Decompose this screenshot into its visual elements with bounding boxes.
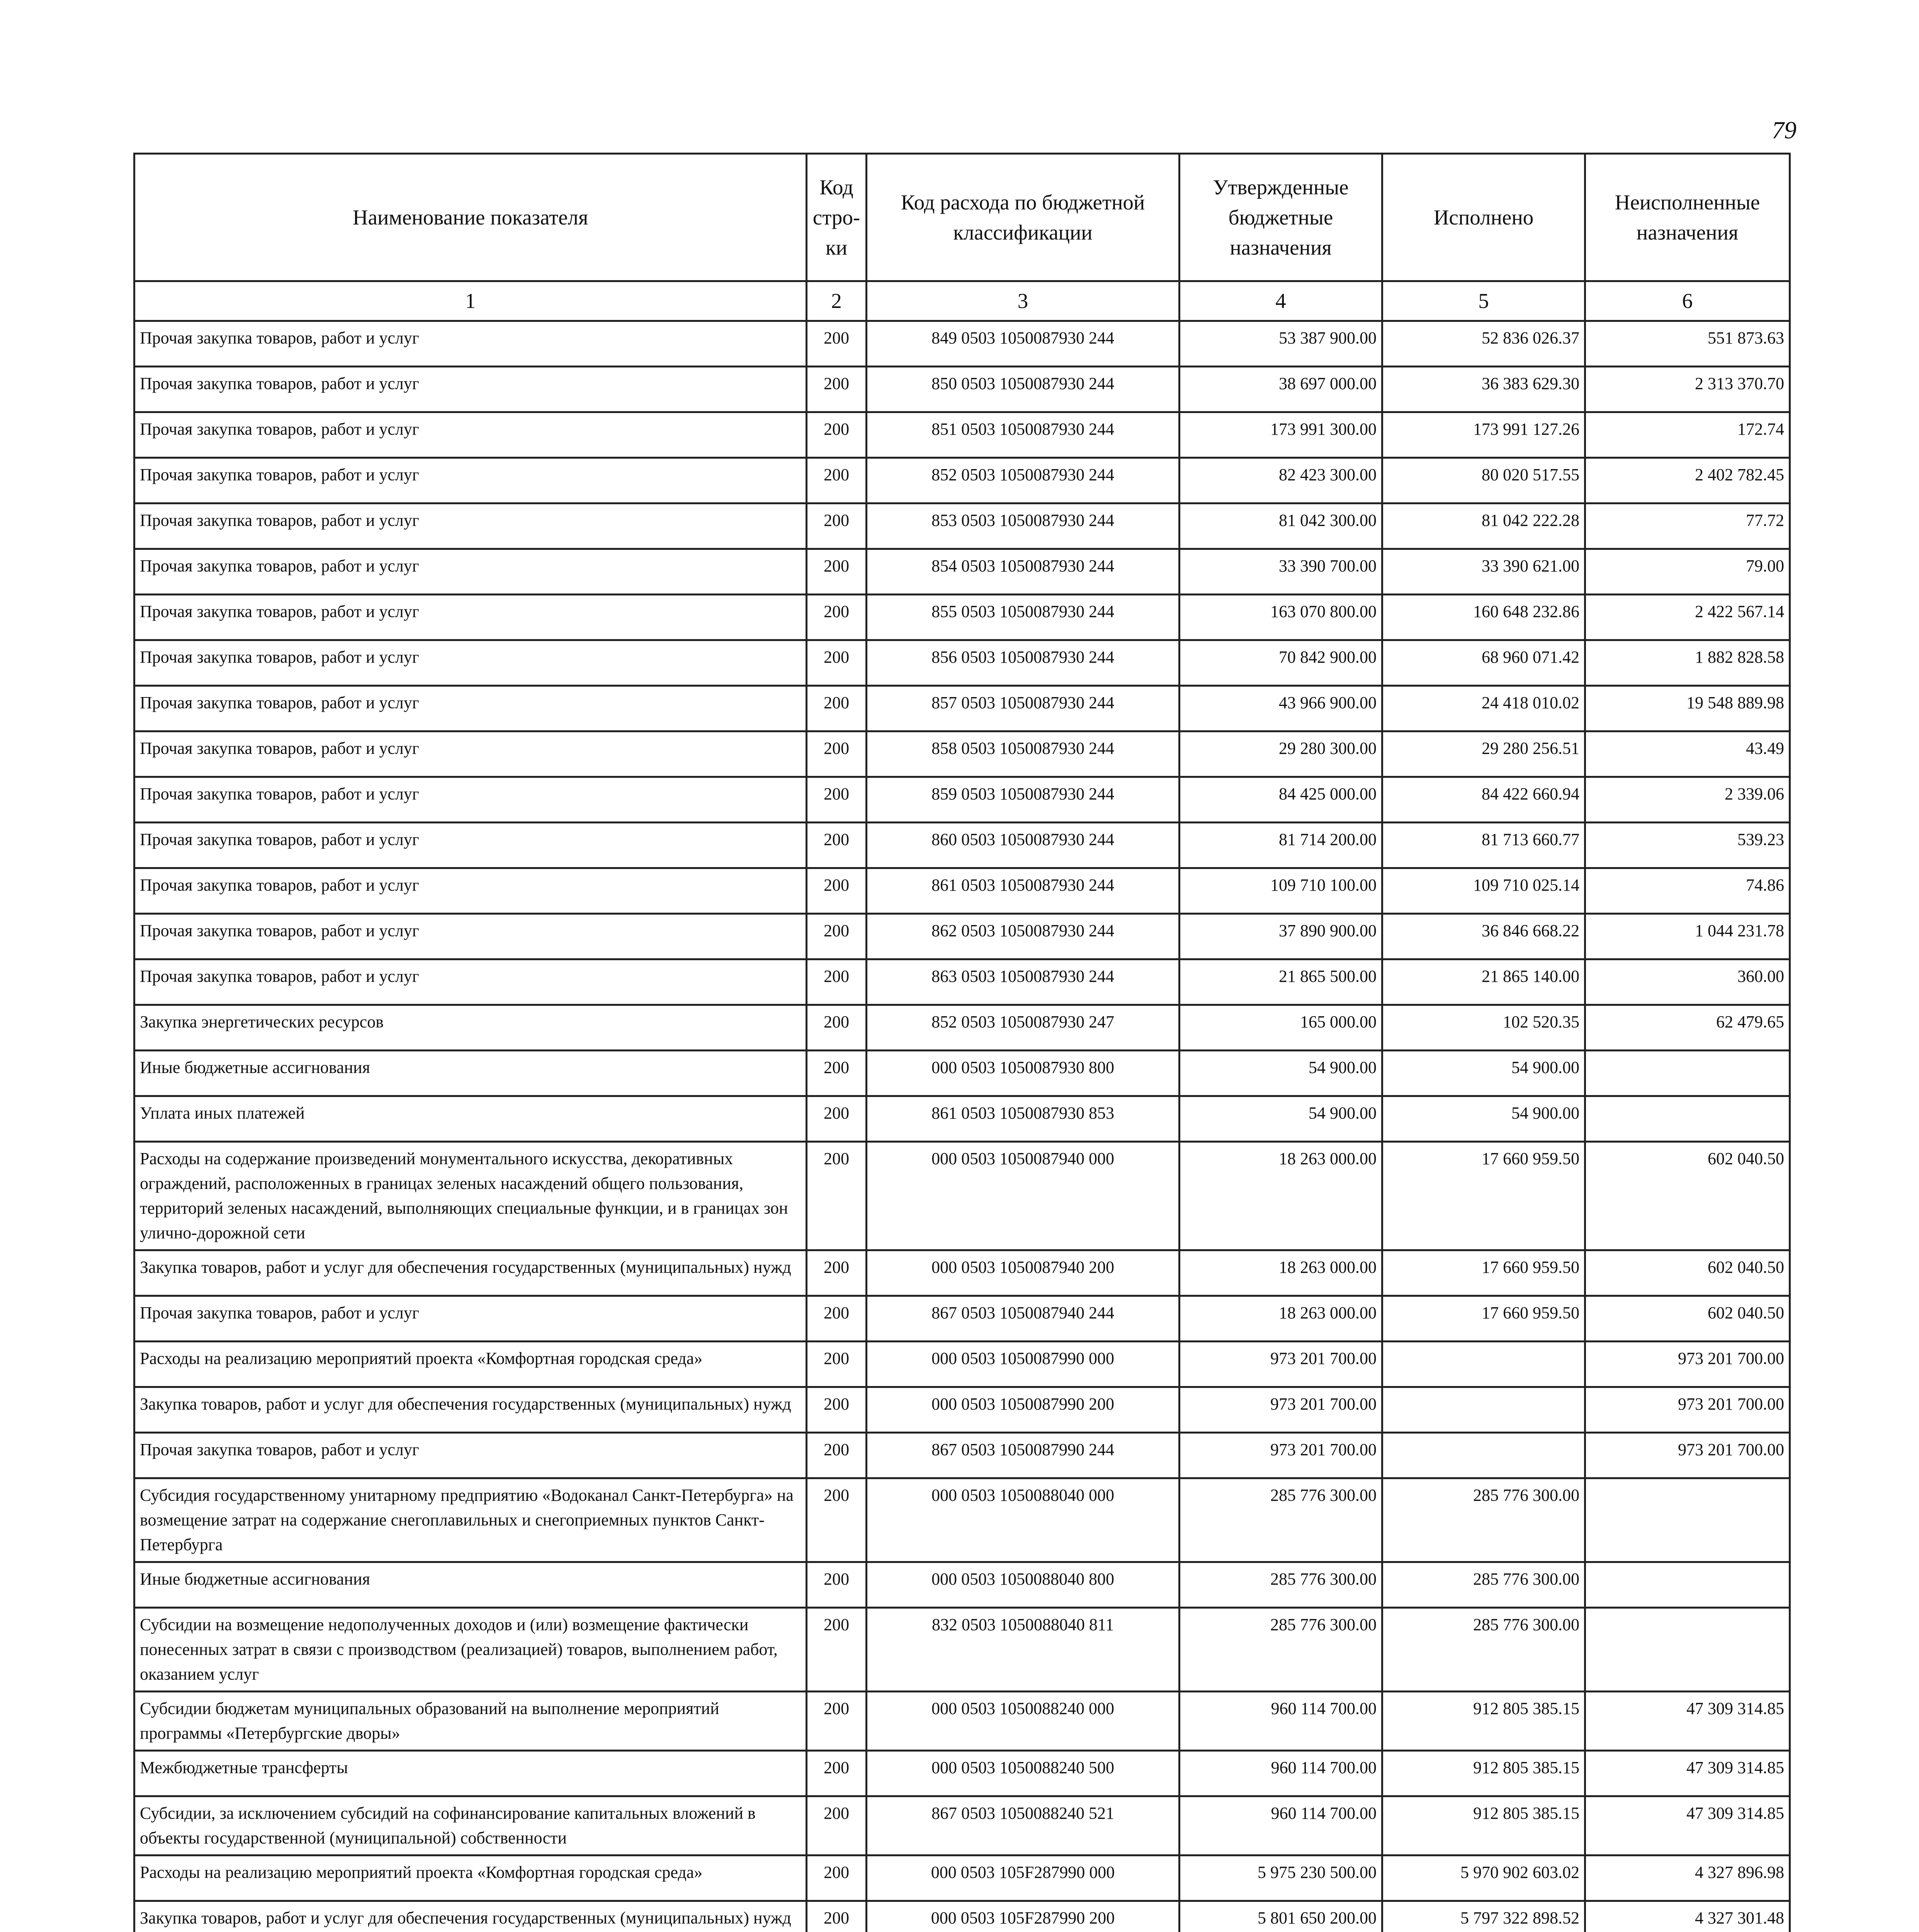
executed-cell: 29 280 256.51: [1382, 731, 1585, 777]
table-row: [134, 1855, 1790, 1901]
budget-code-cell: 851 0503 1050087930 244: [867, 412, 1180, 458]
indicator-name-cell: Иные бюджетные ассигнования: [134, 1051, 807, 1096]
table-row: [134, 1096, 1790, 1142]
unexecuted-cell: 4 327 896.98: [1585, 1855, 1790, 1901]
indicator-name-cell: Субсидии на возмещение недополученных доходов и (или) возмещение фактически понесенных затрат в связи с производством (реализацией) товаров, выполнением работ, оказанием услуг: [134, 1608, 807, 1692]
line-code-cell: 200: [807, 1796, 867, 1855]
indicator-name-cell: Прочая закупка товаров, работ и услуг: [134, 412, 807, 458]
executed-cell: [1382, 1342, 1585, 1387]
executed-cell: 285 776 300.00: [1382, 1562, 1585, 1608]
line-code-cell: 200: [807, 959, 867, 1005]
indicator-name-cell: Прочая закупка товаров, работ и услуг: [134, 549, 807, 595]
budget-code-cell: 000 0503 105F287990 200: [867, 1901, 1180, 1932]
column-number: 6: [1585, 281, 1790, 321]
budget-code-cell: 862 0503 1050087930 244: [867, 914, 1180, 959]
table-row: [134, 914, 1790, 959]
line-code-cell: 200: [807, 686, 867, 731]
approved-cell: 29 280 300.00: [1180, 731, 1382, 777]
indicator-name-cell: Закупка товаров, работ и услуг для обеспечения государственных (муниципальных) нужд: [134, 1250, 807, 1296]
executed-cell: 173 991 127.26: [1382, 412, 1585, 458]
budget-code-cell: 000 0503 105F287990 000: [867, 1855, 1180, 1901]
header-indicator-name: Наименование показателя: [134, 154, 807, 281]
budget-code-cell: 000 0503 1050087990 200: [867, 1387, 1180, 1433]
unexecuted-cell: 602 040.50: [1585, 1142, 1790, 1250]
indicator-name-cell: Прочая закупка товаров, работ и услуг: [134, 959, 807, 1005]
executed-cell: 84 422 660.94: [1382, 777, 1585, 823]
indicator-name-cell: Субсидия государственному унитарному предприятию «Водоканал Санкт-Петербурга» на возмещение затрат на содержание снегоплавильных и снегоприемных пунктов Санкт-Петербурга: [134, 1478, 807, 1562]
budget-execution-table: [133, 153, 1791, 1932]
indicator-name-cell: Межбюджетные трансферты: [134, 1751, 807, 1796]
unexecuted-cell: 47 309 314.85: [1585, 1796, 1790, 1855]
executed-cell: 5 797 322 898.52: [1382, 1901, 1585, 1932]
unexecuted-cell: 74.86: [1585, 868, 1790, 914]
unexecuted-cell: 43.49: [1585, 731, 1790, 777]
column-number-row: [134, 281, 1790, 321]
line-code-cell: 200: [807, 1342, 867, 1387]
approved-cell: 960 114 700.00: [1180, 1692, 1382, 1751]
indicator-name-cell: Прочая закупка товаров, работ и услуг: [134, 321, 807, 367]
table-row: [134, 1005, 1790, 1051]
table-row: [134, 1051, 1790, 1096]
unexecuted-cell: 62 479.65: [1585, 1005, 1790, 1051]
unexecuted-cell: 602 040.50: [1585, 1296, 1790, 1342]
executed-cell: 68 960 071.42: [1382, 640, 1585, 686]
budget-code-cell: 859 0503 1050087930 244: [867, 777, 1180, 823]
approved-cell: 18 263 000.00: [1180, 1250, 1382, 1296]
budget-code-cell: 000 0503 1050087940 000: [867, 1142, 1180, 1250]
indicator-name-cell: Закупка товаров, работ и услуг для обеспечения государственных (муниципальных) нужд: [134, 1901, 807, 1932]
table-row: [134, 1387, 1790, 1433]
table-row: [134, 595, 1790, 640]
line-code-cell: 200: [807, 914, 867, 959]
approved-cell: 973 201 700.00: [1180, 1387, 1382, 1433]
approved-cell: 5 975 230 500.00: [1180, 1855, 1382, 1901]
unexecuted-cell: 4 327 301.48: [1585, 1901, 1790, 1932]
column-number: 4: [1180, 281, 1382, 321]
table-row: [134, 686, 1790, 731]
budget-code-cell: 861 0503 1050087930 853: [867, 1096, 1180, 1142]
indicator-name-cell: Расходы на реализацию мероприятий проекта «Комфортная городская среда»: [134, 1855, 807, 1901]
executed-cell: 285 776 300.00: [1382, 1608, 1585, 1692]
indicator-name-cell: Расходы на содержание произведений монументального искусства, декоративных ограждений, расположенных в границах зеленых насаждений общего пользования, территорий зеленых насаждений, выполняющих специальные функции, и в границах зон улично-дорожной сети: [134, 1142, 807, 1250]
unexecuted-cell: 973 201 700.00: [1585, 1342, 1790, 1387]
column-number: 5: [1382, 281, 1585, 321]
header-line-code: Код стро-ки: [807, 154, 867, 281]
approved-cell: 84 425 000.00: [1180, 777, 1382, 823]
budget-code-cell: 000 0503 1050088040 000: [867, 1478, 1180, 1562]
header-budget-code: Код расхода по бюджетной классификации: [867, 154, 1180, 281]
unexecuted-cell: 602 040.50: [1585, 1250, 1790, 1296]
approved-cell: 54 900.00: [1180, 1051, 1382, 1096]
line-code-cell: 200: [807, 1478, 867, 1562]
line-code-cell: 200: [807, 412, 867, 458]
budget-code-cell: 867 0503 1050088240 521: [867, 1796, 1180, 1855]
indicator-name-cell: Прочая закупка товаров, работ и услуг: [134, 823, 807, 868]
column-number: 3: [867, 281, 1180, 321]
table-row: [134, 1250, 1790, 1296]
budget-code-cell: 863 0503 1050087930 244: [867, 959, 1180, 1005]
approved-cell: 38 697 000.00: [1180, 367, 1382, 412]
line-code-cell: 200: [807, 868, 867, 914]
budget-code-cell: 850 0503 1050087930 244: [867, 367, 1180, 412]
line-code-cell: 200: [807, 367, 867, 412]
approved-cell: 18 263 000.00: [1180, 1296, 1382, 1342]
line-code-cell: 200: [807, 1562, 867, 1608]
table-row: [134, 321, 1790, 367]
approved-cell: 21 865 500.00: [1180, 959, 1382, 1005]
budget-code-cell: 858 0503 1050087930 244: [867, 731, 1180, 777]
indicator-name-cell: Субсидии бюджетам муниципальных образований на выполнение мероприятий программы «Петербургские дворы»: [134, 1692, 807, 1751]
indicator-name-cell: Субсидии, за исключением субсидий на софинансирование капитальных вложений в объекты государственной (муниципальной) собственности: [134, 1796, 807, 1855]
approved-cell: 70 842 900.00: [1180, 640, 1382, 686]
line-code-cell: 200: [807, 1387, 867, 1433]
page-number: 79: [1772, 116, 1797, 144]
executed-cell: 52 836 026.37: [1382, 321, 1585, 367]
executed-cell: 80 020 517.55: [1382, 458, 1585, 503]
budget-code-cell: 855 0503 1050087930 244: [867, 595, 1180, 640]
executed-cell: [1382, 1433, 1585, 1478]
table-row: [134, 503, 1790, 549]
table-row: [134, 640, 1790, 686]
unexecuted-cell: 1 882 828.58: [1585, 640, 1790, 686]
executed-cell: 160 648 232.86: [1382, 595, 1585, 640]
executed-cell: 5 970 902 603.02: [1382, 1855, 1585, 1901]
table-body: [134, 321, 1790, 1932]
unexecuted-cell: 973 201 700.00: [1585, 1387, 1790, 1433]
indicator-name-cell: Закупка энергетических ресурсов: [134, 1005, 807, 1051]
approved-cell: 81 714 200.00: [1180, 823, 1382, 868]
line-code-cell: 200: [807, 1855, 867, 1901]
unexecuted-cell: [1585, 1608, 1790, 1692]
table-row: [134, 1901, 1790, 1932]
table-row: [134, 367, 1790, 412]
executed-cell: [1382, 1387, 1585, 1433]
executed-cell: 33 390 621.00: [1382, 549, 1585, 595]
unexecuted-cell: 79.00: [1585, 549, 1790, 595]
approved-cell: 5 801 650 200.00: [1180, 1901, 1382, 1932]
unexecuted-cell: 2 339.06: [1585, 777, 1790, 823]
header-executed: Исполнено: [1382, 154, 1585, 281]
table-row: [134, 777, 1790, 823]
unexecuted-cell: [1585, 1562, 1790, 1608]
unexecuted-cell: 77.72: [1585, 503, 1790, 549]
table-row: [134, 823, 1790, 868]
indicator-name-cell: Прочая закупка товаров, работ и услуг: [134, 1433, 807, 1478]
executed-cell: 912 805 385.15: [1382, 1692, 1585, 1751]
approved-cell: 285 776 300.00: [1180, 1608, 1382, 1692]
executed-cell: 102 520.35: [1382, 1005, 1585, 1051]
budget-code-cell: 852 0503 1050087930 244: [867, 458, 1180, 503]
indicator-name-cell: Прочая закупка товаров, работ и услуг: [134, 458, 807, 503]
indicator-name-cell: Прочая закупка товаров, работ и услуг: [134, 914, 807, 959]
line-code-cell: 200: [807, 503, 867, 549]
executed-cell: 912 805 385.15: [1382, 1796, 1585, 1855]
budget-code-cell: 000 0503 1050088240 500: [867, 1751, 1180, 1796]
indicator-name-cell: Прочая закупка товаров, работ и услуг: [134, 503, 807, 549]
unexecuted-cell: [1585, 1096, 1790, 1142]
unexecuted-cell: 360.00: [1585, 959, 1790, 1005]
unexecuted-cell: 47 309 314.85: [1585, 1751, 1790, 1796]
unexecuted-cell: 2 313 370.70: [1585, 367, 1790, 412]
line-code-cell: 200: [807, 1005, 867, 1051]
budget-code-cell: 000 0503 1050088240 000: [867, 1692, 1180, 1751]
budget-code-cell: 849 0503 1050087930 244: [867, 321, 1180, 367]
indicator-name-cell: Прочая закупка товаров, работ и услуг: [134, 595, 807, 640]
line-code-cell: 200: [807, 1751, 867, 1796]
line-code-cell: 200: [807, 1608, 867, 1692]
executed-cell: 17 660 959.50: [1382, 1142, 1585, 1250]
budget-code-cell: 853 0503 1050087930 244: [867, 503, 1180, 549]
budget-code-cell: 860 0503 1050087930 244: [867, 823, 1180, 868]
approved-cell: 33 390 700.00: [1180, 549, 1382, 595]
indicator-name-cell: Прочая закупка товаров, работ и услуг: [134, 367, 807, 412]
approved-cell: 18 263 000.00: [1180, 1142, 1382, 1250]
line-code-cell: 200: [807, 458, 867, 503]
approved-cell: 54 900.00: [1180, 1096, 1382, 1142]
executed-cell: 912 805 385.15: [1382, 1751, 1585, 1796]
unexecuted-cell: 47 309 314.85: [1585, 1692, 1790, 1751]
unexecuted-cell: [1585, 1478, 1790, 1562]
line-code-cell: 200: [807, 777, 867, 823]
unexecuted-cell: 973 201 700.00: [1585, 1433, 1790, 1478]
line-code-cell: 200: [807, 321, 867, 367]
budget-code-cell: 867 0503 1050087990 244: [867, 1433, 1180, 1478]
budget-code-cell: 867 0503 1050087940 244: [867, 1296, 1180, 1342]
executed-cell: 54 900.00: [1382, 1051, 1585, 1096]
indicator-name-cell: Прочая закупка товаров, работ и услуг: [134, 868, 807, 914]
indicator-name-cell: Закупка товаров, работ и услуг для обеспечения государственных (муниципальных) нужд: [134, 1387, 807, 1433]
approved-cell: 285 776 300.00: [1180, 1562, 1382, 1608]
table-row: [134, 549, 1790, 595]
line-code-cell: 200: [807, 1051, 867, 1096]
unexecuted-cell: 172.74: [1585, 412, 1790, 458]
executed-cell: 36 383 629.30: [1382, 367, 1585, 412]
executed-cell: 24 418 010.02: [1382, 686, 1585, 731]
table-row: [134, 868, 1790, 914]
unexecuted-cell: 2 422 567.14: [1585, 595, 1790, 640]
budget-code-cell: 832 0503 1050088040 811: [867, 1608, 1180, 1692]
executed-cell: 285 776 300.00: [1382, 1478, 1585, 1562]
approved-cell: 37 890 900.00: [1180, 914, 1382, 959]
budget-code-cell: 861 0503 1050087930 244: [867, 868, 1180, 914]
line-code-cell: 200: [807, 549, 867, 595]
unexecuted-cell: [1585, 1051, 1790, 1096]
line-code-cell: 200: [807, 1433, 867, 1478]
column-number: 2: [807, 281, 867, 321]
table-row: [134, 1751, 1790, 1796]
executed-cell: 81 042 222.28: [1382, 503, 1585, 549]
approved-cell: 173 991 300.00: [1180, 412, 1382, 458]
approved-cell: 43 966 900.00: [1180, 686, 1382, 731]
executed-cell: 17 660 959.50: [1382, 1296, 1585, 1342]
table-row: [134, 1562, 1790, 1608]
approved-cell: 53 387 900.00: [1180, 321, 1382, 367]
indicator-name-cell: Иные бюджетные ассигнования: [134, 1562, 807, 1608]
executed-cell: 81 713 660.77: [1382, 823, 1585, 868]
executed-cell: 17 660 959.50: [1382, 1250, 1585, 1296]
budget-code-cell: 857 0503 1050087930 244: [867, 686, 1180, 731]
approved-cell: 81 042 300.00: [1180, 503, 1382, 549]
approved-cell: 109 710 100.00: [1180, 868, 1382, 914]
unexecuted-cell: 2 402 782.45: [1585, 458, 1790, 503]
budget-code-cell: 000 0503 1050087990 000: [867, 1342, 1180, 1387]
table-row: [134, 458, 1790, 503]
executed-cell: 54 900.00: [1382, 1096, 1585, 1142]
line-code-cell: 200: [807, 1296, 867, 1342]
unexecuted-cell: 551 873.63: [1585, 321, 1790, 367]
table-row: [134, 1296, 1790, 1342]
column-number: 1: [134, 281, 807, 321]
executed-cell: 36 846 668.22: [1382, 914, 1585, 959]
budget-code-cell: 852 0503 1050087930 247: [867, 1005, 1180, 1051]
approved-cell: 82 423 300.00: [1180, 458, 1382, 503]
indicator-name-cell: Прочая закупка товаров, работ и услуг: [134, 777, 807, 823]
executed-cell: 21 865 140.00: [1382, 959, 1585, 1005]
header-unexecuted: Неисполненные назначения: [1585, 154, 1790, 281]
approved-cell: 285 776 300.00: [1180, 1478, 1382, 1562]
indicator-name-cell: Прочая закупка товаров, работ и услуг: [134, 686, 807, 731]
approved-cell: 165 000.00: [1180, 1005, 1382, 1051]
indicator-name-cell: Уплата иных платежей: [134, 1096, 807, 1142]
table-row: [134, 1433, 1790, 1478]
unexecuted-cell: 539.23: [1585, 823, 1790, 868]
budget-code-cell: 854 0503 1050087930 244: [867, 549, 1180, 595]
budget-code-cell: 000 0503 1050087940 200: [867, 1250, 1180, 1296]
approved-cell: 960 114 700.00: [1180, 1751, 1382, 1796]
indicator-name-cell: Прочая закупка товаров, работ и услуг: [134, 731, 807, 777]
approved-cell: 960 114 700.00: [1180, 1796, 1382, 1855]
budget-code-cell: 000 0503 1050087930 800: [867, 1051, 1180, 1096]
table-row: [134, 1342, 1790, 1387]
indicator-name-cell: Прочая закупка товаров, работ и услуг: [134, 640, 807, 686]
table-row: [134, 959, 1790, 1005]
line-code-cell: 200: [807, 731, 867, 777]
budget-code-cell: 856 0503 1050087930 244: [867, 640, 1180, 686]
table-row: [134, 731, 1790, 777]
line-code-cell: 200: [807, 823, 867, 868]
table-row: [134, 1478, 1790, 1562]
line-code-cell: 200: [807, 1250, 867, 1296]
unexecuted-cell: 1 044 231.78: [1585, 914, 1790, 959]
approved-cell: 973 201 700.00: [1180, 1433, 1382, 1478]
table-row: [134, 412, 1790, 458]
unexecuted-cell: 19 548 889.98: [1585, 686, 1790, 731]
budget-code-cell: 000 0503 1050088040 800: [867, 1562, 1180, 1608]
executed-cell: 109 710 025.14: [1382, 868, 1585, 914]
line-code-cell: 200: [807, 1692, 867, 1751]
line-code-cell: 200: [807, 1096, 867, 1142]
indicator-name-cell: Прочая закупка товаров, работ и услуг: [134, 1296, 807, 1342]
approved-cell: 973 201 700.00: [1180, 1342, 1382, 1387]
table-row: [134, 1142, 1790, 1250]
line-code-cell: 200: [807, 595, 867, 640]
header-approved: Утвержденные бюджетные назначения: [1180, 154, 1382, 281]
line-code-cell: 200: [807, 1901, 867, 1932]
indicator-name-cell: Расходы на реализацию мероприятий проекта «Комфортная городская среда»: [134, 1342, 807, 1387]
line-code-cell: 200: [807, 640, 867, 686]
approved-cell: 163 070 800.00: [1180, 595, 1382, 640]
line-code-cell: 200: [807, 1142, 867, 1250]
table-row: [134, 1608, 1790, 1692]
header-row: [134, 154, 1790, 281]
table-row: [134, 1692, 1790, 1751]
table-row: [134, 1796, 1790, 1855]
